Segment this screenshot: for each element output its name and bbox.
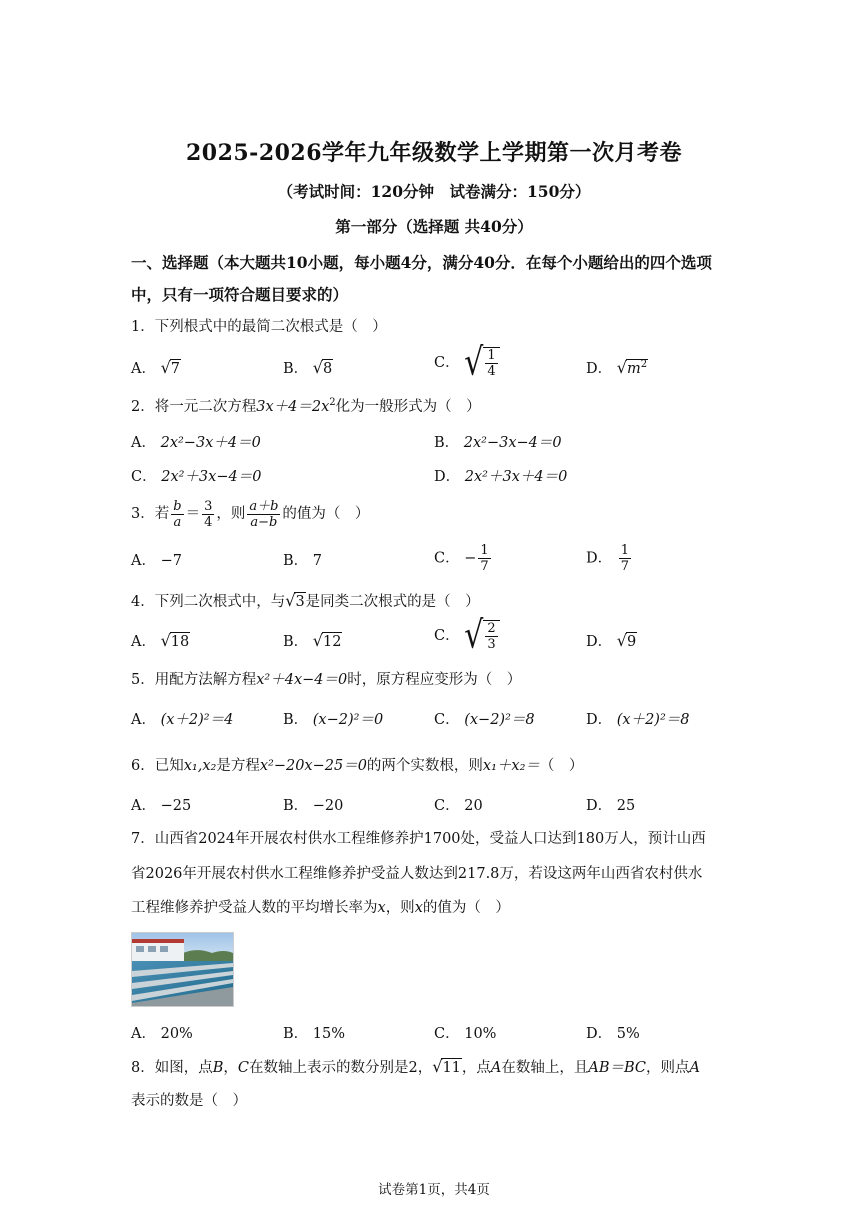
q5-option-b: B． (x−2)²＝0 xyxy=(283,712,384,728)
q3-option-d: D． $\frac{1}{7}$ xyxy=(586,543,630,574)
q2-option-b: B． 2x²−3x−4＝0 xyxy=(434,435,562,451)
question-6-stem: 6．已知x₁,x₂是方程x²−20x−25＝0的两个实数根，则x₁＋x₂＝（ ） xyxy=(131,758,584,774)
question-7-stem: 7．山西省2024年开展农村供水工程维修养护1700处，受益人口达到180万人，预计山西 省2026年开展农村供水工程维修养护受益人数达到217.8万，若设这两年山西省农村供水 工程维修养护受益人数的平均增长率为x，则x的值为（ ） xyxy=(131,831,706,916)
q6-option-a: A． −25 xyxy=(131,798,192,814)
q4-option-a: A． √18 xyxy=(131,631,190,650)
exam-title: 2025-2026学年九年级数学上学期第一次月考卷 xyxy=(185,140,683,166)
water-plant-photo xyxy=(131,932,234,1007)
question-4-stem: 4．下列二次根式中，与√3是同类二次根式的是（ ） xyxy=(131,591,480,610)
q6-option-b: B． −20 xyxy=(283,798,344,814)
q1-option-d: D． $√m^2$ xyxy=(586,358,648,377)
q4-option-d: D． √9 xyxy=(586,631,637,650)
q4-option-c: C． √ $\frac{2}{3}$ xyxy=(434,620,500,652)
q5-option-a: A． (x＋2)²＝4 xyxy=(131,712,234,728)
q6-option-c: C． 20 xyxy=(434,798,483,814)
q3-option-c: C． − $\frac{1}{7}$ xyxy=(434,543,489,574)
q5-option-d: D． (x＋2)²＝8 xyxy=(586,712,690,728)
exam-subtitle: （考试时间：120分钟 试卷满分：150分） xyxy=(277,182,591,201)
part-heading: 第一部分（选择题 共40分） xyxy=(335,217,533,236)
q4-option-b: B． √12 xyxy=(283,631,342,650)
question-3-stem: 3．若 $\frac{b}{a}$ ＝ $\frac{3}{4}$ ，则 $\frac{a+b}{a-b}$ 的值为（ ） xyxy=(131,498,370,530)
q1-option-c: C． √ $\frac{1}{4}$ xyxy=(434,347,500,379)
q2-option-d: D． 2x²＋3x＋4＝0 xyxy=(434,469,568,485)
q2-option-c: C． 2x²＋3x−4＝0 xyxy=(131,469,262,485)
page-footer: 试卷第1页，共4页 xyxy=(378,1182,490,1198)
q2-option-a: A． 2x²−3x＋4＝0 xyxy=(131,435,261,451)
q7-option-d: D． 5% xyxy=(586,1026,640,1042)
question-8-line2: 表示的数是（ ） xyxy=(131,1093,247,1109)
q1-option-a: A． √7 xyxy=(131,358,181,377)
question-2-stem: 2．将一元二次方程$3x+4=2x^2$化为一般形式为（ ） xyxy=(131,397,481,415)
q6-option-d: D． 25 xyxy=(586,798,636,814)
q7-option-b: B． 15% xyxy=(283,1026,345,1042)
q3-option-b: B． 7 xyxy=(283,553,322,569)
section-heading: 一、选择题（本大题共10小题，每小题4分，满分40分．在每个小题给出的四个选项中，只有一项符合题目要求的） xyxy=(131,253,712,304)
question-5-stem: 5．用配方法解方程x²＋4x−4＝0时，原方程应变形为（ ） xyxy=(131,672,522,688)
q5-option-c: C． (x−2)²＝8 xyxy=(434,712,535,728)
question-8-stem: 8．如图，点B，C在数轴上表示的数分别是2，√11，点A在数轴上，且AB＝BC，则点A xyxy=(131,1057,701,1076)
q1-option-b: B． √8 xyxy=(283,358,333,377)
q3-option-a: A． −7 xyxy=(131,553,182,569)
question-1-stem: 1．下列根式中的最简二次根式是（ ） xyxy=(131,319,387,335)
q7-option-c: C． 10% xyxy=(434,1026,497,1042)
q7-option-a: A． 20% xyxy=(131,1026,193,1042)
